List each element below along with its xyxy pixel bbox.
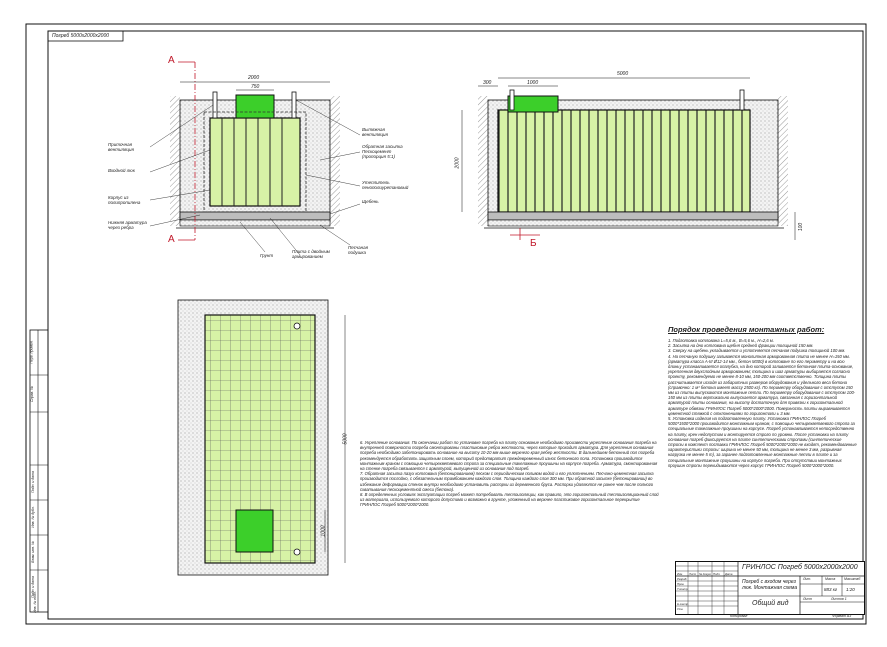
dim-plan-length: 5000 <box>342 433 349 445</box>
title-row-label: Н.контр. <box>677 602 689 606</box>
title-row-label: Лист <box>689 572 697 576</box>
procedure-step: 8. В определенных условиях эксплуатации погреб может потребовать теплоизоляции, как правило, это горизонтальный теплоизоляционный слой из материала, используемого которого допустимо и возможно в грунте, уложенный на верхнее пластиковое горизонтальное перекрытие ГРИНЛОС Погреб 5000*2000*2000. <box>360 492 659 508</box>
section-label-a-bottom: А <box>168 234 175 245</box>
callout-armature: Нижняя арматура через ребра <box>108 220 147 230</box>
sidebar-label: Перв. примен. <box>29 340 34 364</box>
callout-hatch: Входной люк <box>108 168 135 173</box>
dim-right-height: 2000 <box>454 157 461 169</box>
section-a-a <box>150 62 360 255</box>
title-row-label: Дата <box>725 572 733 576</box>
title-row-label: Изм. <box>677 572 683 576</box>
section-label-a-top: А <box>168 55 175 66</box>
sidebar-label: Взам. инв. № <box>30 541 35 563</box>
callout-vent-in: Приточная вентиляция <box>108 142 134 152</box>
stamp-top: Погреб 5000х2000х2000 <box>52 33 110 39</box>
sidebar-label: Подп. и дата <box>30 576 35 598</box>
title-product: ГРИНЛОС Погреб 5000х2000х2000 <box>742 564 858 571</box>
title-sheets: Листов 1 <box>831 597 847 601</box>
procedure-title: Порядок проведения монтажных работ: <box>668 325 825 334</box>
dim-right-width: 5000 <box>617 71 629 77</box>
callout-frame: Корпус из полипропилена <box>108 195 141 205</box>
procedure-step: 3. Сверху на щебень укладывается и уплотняется песчаная подушка толщиной 100 мм. <box>668 348 846 354</box>
dim-plan-hatch: 1000 <box>320 525 327 537</box>
procedure-step: 4. На песчаную подушку заливается монолитная армированная плита не менее H=150 мм. (арматура класса А-III Ø12-14 мм., бетон М300) в котловане по его периметру и на всю длиньу устанавливается опалубка, на дно которой заливается бетонная плита-основание, укрепленная двухслойным армированием; толщина и шаг арматуры выбирается согласно проекту, рекомендуемо не менее 8-10 мм, 150-200 мм соответственно. Толщина плиты рассчитывается исходя из габаритных размеров оборудования и удельного веса бетона (справочно: 1 м³ бетона имеет массу 2500 кг). По периметру оборудования с отступом 150 мм из плиты выпускаются монтажные петли. По периметру оборудования с отступом 100-150 мм из плиты вертикально выпускается арматура, связанная с горизонтальной арматурой плиты основания, на высоту достаточную для привязки к горизонтальной арматуре обвязки ГРИНЛОС Погреб 5000*2000*2000. Поверхность плиты выравнивается цементной стяжкой с отклонениями по горизонтали ± 3 мм. <box>668 353 856 416</box>
title-row-label: Разраб. <box>677 577 688 581</box>
procedure-step: 6. Укрепление основания. По окончании работ по установке погреба на плиту основание необходимо произвести укрепление основания погреба на внутренней поверхности погреба смонтированы пластиковые ребра жесткости, через которые проходит арматура. Для укрепления основания погреба необходимо забетонировать основание на высоту 10-20 мм выше верхнего края ребер жесткости. В дальнейшем бетонный пол погреба рекомендуется обработать защитным слоем, который предотвратит преждевременный износ бетонного пола. Установка производится монтажным краном с помощью четырехветвевого стропа за специальные такелажные проушины на корпусе погреба. Арматура, смонтированная на стенке погреба связывается с арматурой, выпущенной из основания под погреб. <box>360 440 658 472</box>
title-format: Формат А3 <box>832 614 852 618</box>
title-description: Погреб с входом через люк. Монтажная схема <box>742 579 798 591</box>
title-view: Общий вид <box>752 600 789 607</box>
sidebar-label: Инв. № дубл. <box>30 506 35 528</box>
procedure-right <box>668 338 858 468</box>
title-row-label: Утв. <box>677 607 684 611</box>
sidebar-label: Инв. № подл. <box>32 591 37 613</box>
sidebar-label: Подп. и дата <box>30 471 35 493</box>
procedure-step: 2. Засыпка на дно котлована щебня средней фракции толщиной 150 мм. <box>668 343 814 349</box>
callout-gravel: Щебень <box>362 199 379 204</box>
title-weight: 883 кг <box>824 587 838 592</box>
title-copied: Копировал <box>730 614 748 618</box>
title-scale: 1:20 <box>846 587 855 592</box>
dim-right-offset1: 300 <box>483 80 492 86</box>
dim-left-width: 2000 <box>248 75 260 81</box>
title-mass-label: Масса <box>825 577 836 581</box>
title-row-label: Пров. <box>677 582 685 586</box>
title-sheet: Лист <box>803 597 813 601</box>
procedure-step: 1. Подготовка котлована L=5,6 м., B=5,6 м., H=2,6 м. <box>668 338 774 343</box>
section-b-b <box>462 78 795 240</box>
dim-right-side: 100 <box>798 222 805 232</box>
sidebar-label: Справ. № <box>29 386 34 402</box>
callout-insulation: Утеплитель пенополиуретановый <box>362 180 409 190</box>
title-block <box>675 561 865 615</box>
callout-soil: Грунт <box>260 253 274 258</box>
callout-sand: Песчаная подушка <box>348 245 369 255</box>
procedure-step: 5. Установка изделия на подготовленную плиту. Установка ГРИНЛОС Погреб 5000*1500*2000 производится монтажным краном, с помощью четырехветвевого стропа за специальные такелажные проушины на корпусе. Погреб устанавливается непосредственно на плиту, крен недопустим и монтируется строго по уровню. После установки на плиту основания погреб фиксируется на плите синтетическими стропами (синтетические стропы в комплект поставки ГРИНЛОС Погреб 5000*2000*2000 не входят, рекомендованные характеристики стропы: ширина не менее 50 мм, толщина не менее 3 мм, разрывная нагрузка не менее 5 т), за заранее подготовленные монтажные петли в плите и за специальные монтажные проушины на корпусе погреба. При отсутствии монтажных проушин стропы перекидываются через корпус ГРИНЛОС Погреб 5000*2000*2000. <box>668 416 857 468</box>
callout-backfill: Обратная засыпка Пескоцемент (пропорция 5:1) <box>362 144 403 159</box>
callout-vent-out: Вытяжная вентиляция <box>362 127 388 137</box>
title-row-label: № докум. <box>699 572 712 576</box>
callout-slab: Плита с двойным армированием <box>292 249 330 259</box>
dim-left-inner: 750 <box>251 84 260 90</box>
title-code: Лит. <box>803 577 812 581</box>
dim-right-inner: 1000 <box>527 80 539 86</box>
procedure-step: 7. Обратная засыпка пазух котлована (бетонированием) песком с периодическим поливом водой и его уплотнением. Песчано-цементная засыпка производится послойно, с обязательным трамбованием каждого слоя. Толщина каждого слоя 300 мм. При обратной засыпке (бетонировании) во избежание деформации стенок внутри необходимо установить распорки из деревянного бруса. Распорки удаляются не ранее чем после полного схватывания пескоцементной смеси (бетона). <box>360 471 654 492</box>
title-row-label: Т.контр. <box>677 587 689 591</box>
title-scale-label: Масштаб <box>844 577 861 581</box>
section-label-b: Б <box>530 238 537 249</box>
procedure-left <box>360 440 660 508</box>
title-row-label: Подп. <box>713 572 721 576</box>
